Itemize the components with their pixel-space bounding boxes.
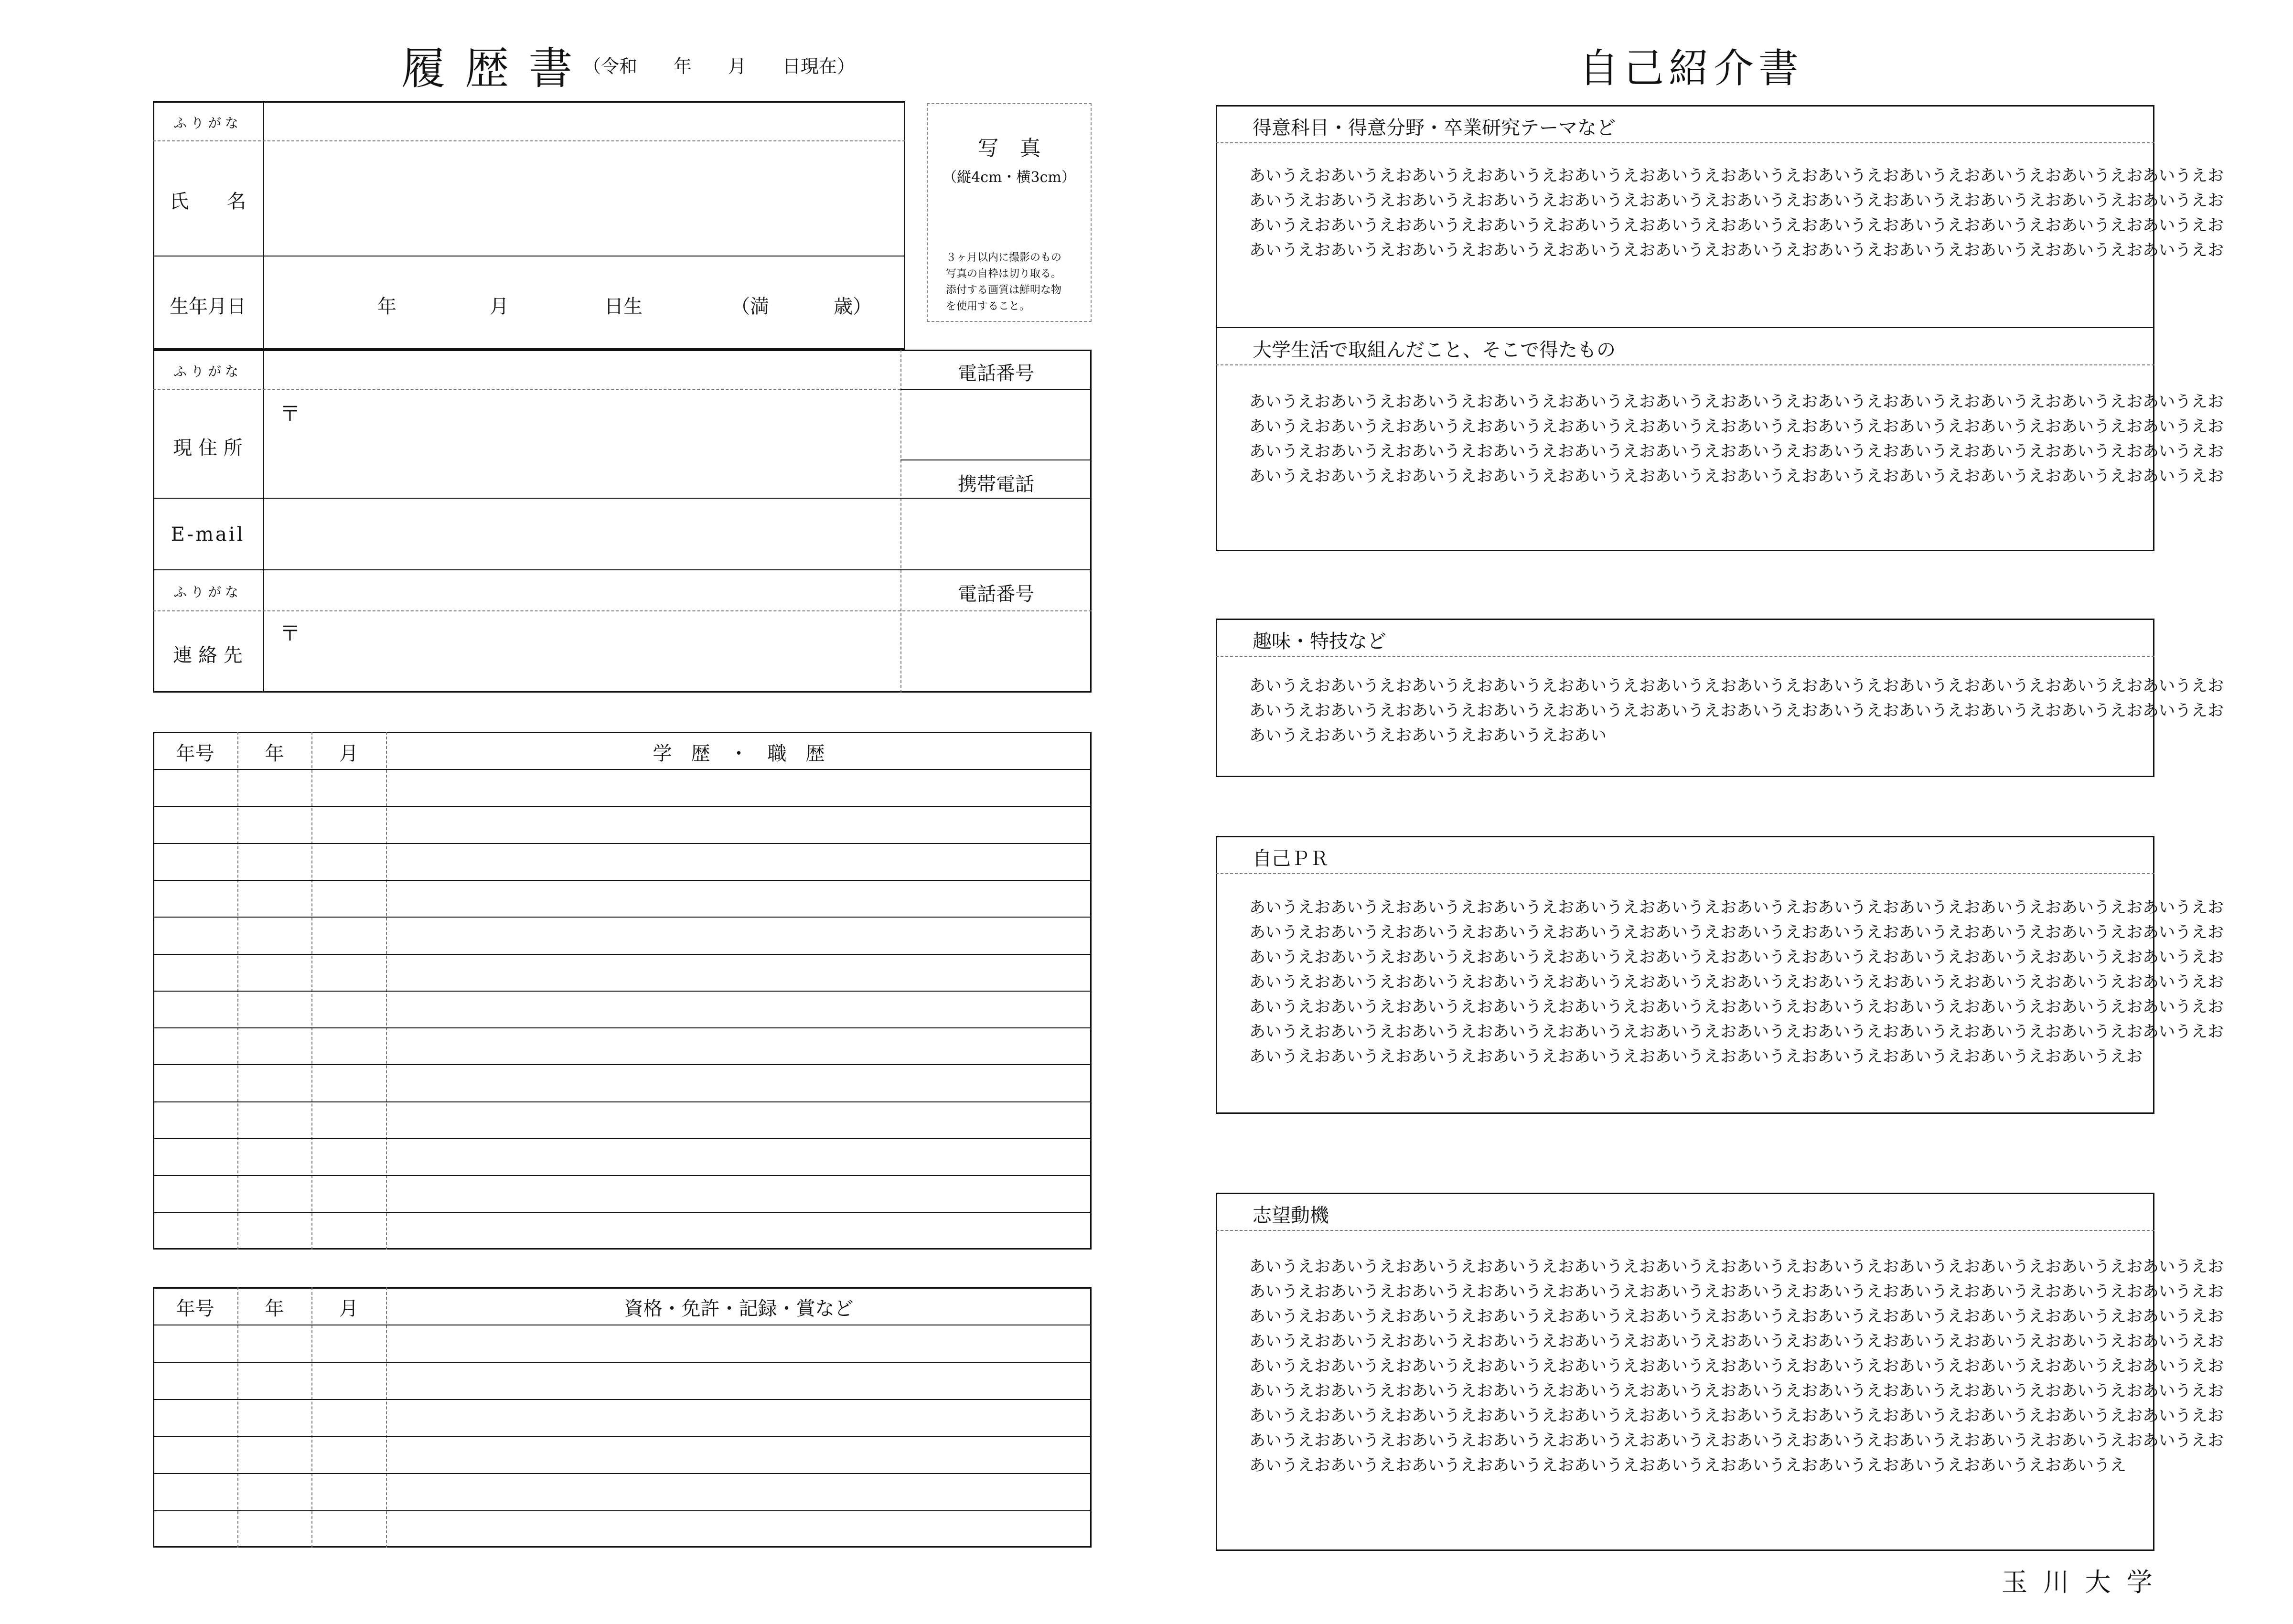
furigana-label: ふりがな bbox=[173, 115, 242, 131]
section-text-motivation-3: あいうえおあいうえおあいうえおあいうえおあいうえおあいうえおあいうえおあいうえおあいうえおあいうえおあいうえおあいうえお bbox=[1249, 1307, 2224, 1326]
education-row[interactable] bbox=[154, 1140, 1090, 1175]
qualification-row[interactable] bbox=[154, 1400, 1090, 1436]
qualification-row[interactable] bbox=[154, 1437, 1090, 1473]
photo-size-note: （縦4cm・横3cm） bbox=[943, 169, 1076, 186]
photo-title: 写 真 bbox=[977, 136, 1041, 160]
university-name: 玉 川 大 学 bbox=[2002, 1567, 2156, 1597]
name-label: 氏 名 bbox=[170, 191, 246, 213]
mobile-label: 携帯電話 bbox=[958, 473, 1034, 495]
education-row[interactable] bbox=[154, 881, 1090, 916]
contact-field[interactable] bbox=[266, 613, 899, 691]
section-text-self-pr-1: あいうえおあいうえおあいうえおあいうえおあいうえおあいうえおあいうえおあいうえおあいうえおあいうえおあいうえおあいうえお bbox=[1249, 898, 2224, 917]
birth-month-label: 月 bbox=[490, 296, 509, 318]
edu-col-month: 月 bbox=[339, 743, 358, 765]
section-text-hobbies-3: あいうえおあいうえおあいうえおあいうえおあい bbox=[1249, 726, 1607, 745]
education-row[interactable] bbox=[154, 1103, 1090, 1138]
section-text-motivation-6: あいうえおあいうえおあいうえおあいうえおあいうえおあいうえおあいうえおあいうえおあいうえおあいうえおあいうえおあいうえお bbox=[1249, 1381, 2224, 1400]
edu-col-title: 学 歴 ・ 職 歴 bbox=[653, 743, 825, 765]
section-text-self-pr-4: あいうえおあいうえおあいうえおあいうえおあいうえおあいうえおあいうえおあいうえおあいうえおあいうえおあいうえおあいうえお bbox=[1249, 972, 2224, 992]
address-label: 現 住 所 bbox=[173, 437, 243, 459]
contact-phone-label: 電話番号 bbox=[958, 583, 1034, 605]
education-row[interactable] bbox=[154, 1066, 1090, 1100]
section-text-hobbies-2: あいうえおあいうえおあいうえおあいうえおあいうえおあいうえおあいうえおあいうえおあいうえおあいうえおあいうえおあいうえお bbox=[1249, 701, 2224, 720]
intro-title: 自己紹介書 bbox=[1579, 45, 1804, 92]
section-text-university-1: あいうえおあいうえおあいうえおあいうえおあいうえおあいうえおあいうえおあいうえおあいうえおあいうえおあいうえおあいうえお bbox=[1249, 392, 2224, 411]
section-text-strengths-3: あいうえおあいうえおあいうえおあいうえおあいうえおあいうえおあいうえおあいうえおあいうえおあいうえおあいうえおあいうえお bbox=[1249, 216, 2224, 235]
section-text-strengths-4: あいうえおあいうえおあいうえおあいうえおあいうえおあいうえおあいうえおあいうえおあいうえおあいうえおあいうえおあいうえお bbox=[1249, 241, 2224, 260]
section-heading-strengths: 得意科目・得意分野・卒業研究テーマなど bbox=[1253, 117, 1616, 139]
name-field[interactable] bbox=[266, 143, 901, 253]
education-row[interactable] bbox=[154, 1214, 1090, 1249]
education-row[interactable] bbox=[154, 992, 1090, 1027]
education-row[interactable] bbox=[154, 955, 1090, 990]
qualification-row[interactable] bbox=[154, 1326, 1090, 1361]
section-text-strengths-2: あいうえおあいうえおあいうえおあいうえおあいうえおあいうえおあいうえおあいうえおあいうえおあいうえおあいうえおあいうえお bbox=[1249, 191, 2224, 210]
education-row[interactable] bbox=[154, 807, 1090, 842]
qual-col-era: 年号 bbox=[176, 1298, 214, 1320]
section-text-self-pr-3: あいうえおあいうえおあいうえおあいうえおあいうえおあいうえおあいうえおあいうえおあいうえおあいうえおあいうえおあいうえお bbox=[1249, 948, 2224, 967]
phone-label: 電話番号 bbox=[958, 363, 1034, 385]
email-field[interactable] bbox=[266, 501, 899, 567]
qualification-row[interactable] bbox=[154, 1363, 1090, 1399]
age-close-label: 歳） bbox=[834, 296, 872, 318]
address-postal-mark: 〒 bbox=[279, 402, 300, 426]
birth-day-label: 日生 bbox=[604, 296, 643, 318]
birth-label: 生年月日 bbox=[170, 296, 246, 318]
furigana-name-field[interactable] bbox=[266, 104, 901, 139]
section-text-self-pr-7: あいうえおあいうえおあいうえおあいうえおあいうえおあいうえおあいうえおあいうえおあいうえおあいうえおあいうえお bbox=[1249, 1047, 2143, 1066]
section-heading-self-pr: 自己ＰＲ bbox=[1253, 848, 1329, 870]
section-heading-university-life: 大学生活で取組んだこと、そこで得たもの bbox=[1253, 339, 1616, 361]
photo-note-4: を使用すること。 bbox=[946, 300, 1030, 312]
education-row[interactable] bbox=[154, 1176, 1090, 1211]
phone-field[interactable] bbox=[903, 392, 1089, 458]
qual-col-title: 資格・免許・記録・賞など bbox=[624, 1298, 854, 1320]
resume-title: 履 歴 書 bbox=[401, 43, 576, 94]
section-text-strengths-1: あいうえおあいうえおあいうえおあいうえおあいうえおあいうえおあいうえおあいうえおあいうえおあいうえおあいうえおあいうえお bbox=[1249, 166, 2224, 185]
email-label: E-mail bbox=[171, 524, 245, 545]
edu-col-era: 年号 bbox=[176, 743, 214, 765]
section-text-self-pr-2: あいうえおあいうえおあいうえおあいうえおあいうえおあいうえおあいうえおあいうえおあいうえおあいうえおあいうえおあいうえお bbox=[1249, 923, 2224, 942]
section-text-motivation-4: あいうえおあいうえおあいうえおあいうえおあいうえおあいうえおあいうえおあいうえおあいうえおあいうえおあいうえおあいうえお bbox=[1249, 1332, 2224, 1351]
section-text-motivation-1: あいうえおあいうえおあいうえおあいうえおあいうえおあいうえおあいうえおあいうえおあいうえおあいうえおあいうえおあいうえお bbox=[1249, 1257, 2224, 1276]
qual-col-year: 年 bbox=[265, 1298, 284, 1320]
contact-furigana-label: ふりがな bbox=[173, 584, 242, 600]
section-text-university-3: あいうえおあいうえおあいうえおあいうえおあいうえおあいうえおあいうえおあいうえおあいうえおあいうえおあいうえおあいうえお bbox=[1249, 442, 2224, 461]
section-text-self-pr-6: あいうえおあいうえおあいうえおあいうえおあいうえおあいうえおあいうえおあいうえおあいうえおあいうえおあいうえおあいうえお bbox=[1249, 1022, 2224, 1041]
contact-postal-mark: 〒 bbox=[279, 621, 300, 646]
section-text-university-4: あいうえおあいうえおあいうえおあいうえおあいうえおあいうえおあいうえおあいうえおあいうえおあいうえおあいうえおあいうえお bbox=[1249, 467, 2224, 486]
qual-col-month: 月 bbox=[339, 1298, 358, 1320]
resume-date-note: （令和 年 月 日現在） bbox=[583, 56, 856, 77]
qualification-row[interactable] bbox=[154, 1512, 1090, 1547]
address-field[interactable] bbox=[266, 392, 899, 496]
qualification-row[interactable] bbox=[154, 1474, 1090, 1510]
section-text-motivation-2: あいうえおあいうえおあいうえおあいうえおあいうえおあいうえおあいうえおあいうえおあいうえおあいうえおあいうえおあいうえお bbox=[1249, 1282, 2224, 1301]
photo-note-2: 写真の自枠は切り取る。 bbox=[946, 268, 1062, 280]
education-row[interactable] bbox=[154, 770, 1090, 805]
education-row[interactable] bbox=[154, 1029, 1090, 1064]
contact-label: 連 絡 先 bbox=[173, 644, 243, 666]
section-text-motivation-7: あいうえおあいうえおあいうえおあいうえおあいうえおあいうえおあいうえおあいうえおあいうえおあいうえおあいうえおあいうえお bbox=[1249, 1406, 2224, 1425]
section-heading-motivation: 志望動機 bbox=[1253, 1205, 1329, 1227]
section-text-motivation-9: あいうえおあいうえおあいうえおあいうえおあいうえおあいうえおあいうえおあいうえおあいうえおあいうえおあいうえ bbox=[1249, 1456, 2126, 1475]
section-text-self-pr-5: あいうえおあいうえおあいうえおあいうえおあいうえおあいうえおあいうえおあいうえおあいうえおあいうえおあいうえおあいうえお bbox=[1249, 997, 2224, 1016]
education-row[interactable] bbox=[154, 918, 1090, 953]
section-text-university-2: あいうえおあいうえおあいうえおあいうえおあいうえおあいうえおあいうえおあいうえおあいうえおあいうえおあいうえおあいうえお bbox=[1249, 417, 2224, 436]
education-row[interactable] bbox=[154, 844, 1090, 879]
birth-year-label: 年 bbox=[377, 296, 396, 318]
section-text-hobbies-1: あいうえおあいうえおあいうえおあいうえおあいうえおあいうえおあいうえおあいうえおあいうえおあいうえおあいうえおあいうえお bbox=[1249, 676, 2224, 695]
section-text-motivation-8: あいうえおあいうえおあいうえおあいうえおあいうえおあいうえおあいうえおあいうえおあいうえおあいうえおあいうえおあいうえお bbox=[1249, 1431, 2224, 1450]
section-text-motivation-5: あいうえおあいうえおあいうえおあいうえおあいうえおあいうえおあいうえおあいうえおあいうえおあいうえおあいうえおあいうえお bbox=[1249, 1357, 2224, 1376]
address-furigana-label: ふりがな bbox=[173, 363, 242, 379]
photo-note-3: 添付する画質は鮮明な物 bbox=[946, 284, 1062, 296]
photo-note-1: ３ヶ月以内に撮影のもの bbox=[946, 252, 1062, 264]
section-heading-hobbies: 趣味・特技など bbox=[1253, 630, 1386, 652]
age-open-label: （満 bbox=[731, 296, 769, 318]
edu-col-year: 年 bbox=[265, 743, 284, 765]
mobile-field[interactable] bbox=[903, 501, 1089, 567]
